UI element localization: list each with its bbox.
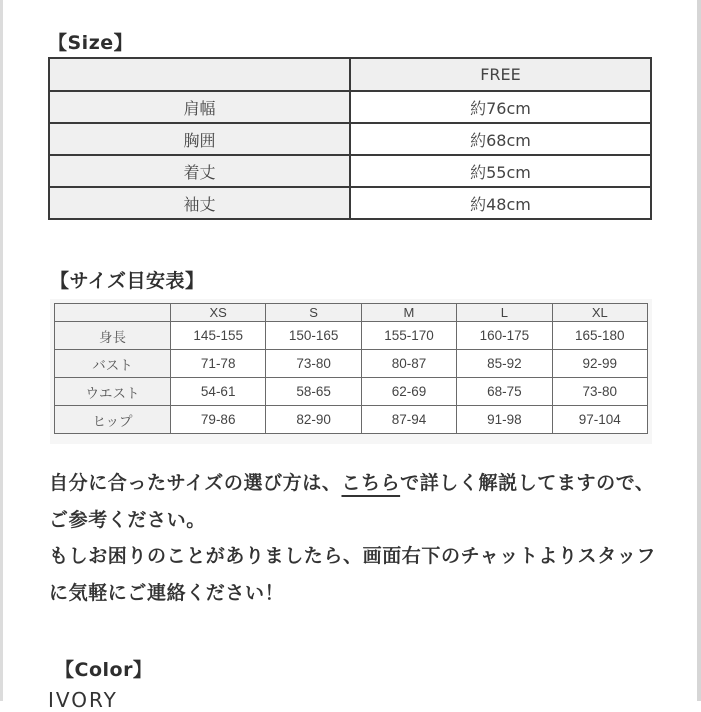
guide-header-s: S xyxy=(266,304,361,322)
guide-header-m: M xyxy=(361,304,456,322)
guide-cell: 145-155 xyxy=(171,322,266,350)
guide-cell: 58-65 xyxy=(266,378,361,406)
guide-cell: 73-80 xyxy=(266,350,361,378)
measure-value: 約48cm xyxy=(350,187,651,219)
guide-row-label: バスト xyxy=(55,350,171,378)
guide-cell: 80-87 xyxy=(361,350,456,378)
guide-header-xl: XL xyxy=(552,304,647,322)
left-edge xyxy=(0,0,3,701)
table-row xyxy=(49,187,651,219)
guide-cell: 62-69 xyxy=(361,378,456,406)
table-row xyxy=(55,322,648,350)
guide-cell: 54-61 xyxy=(171,378,266,406)
table-row xyxy=(49,155,651,187)
measure-value: 約76cm xyxy=(350,91,651,123)
measure-label: 肩幅 xyxy=(49,91,350,123)
guide-cell: 87-94 xyxy=(361,406,456,434)
measure-value: 約55cm xyxy=(350,155,651,187)
guide-cell: 150-165 xyxy=(266,322,361,350)
notice-part1: 自分に合ったサイズの選び方は、 xyxy=(49,472,342,494)
size-notice-text xyxy=(49,465,669,611)
table-row xyxy=(49,123,651,155)
color-heading: 【Color】 xyxy=(55,659,153,681)
guide-cell: 155-170 xyxy=(361,322,456,350)
measure-label: 着丈 xyxy=(49,155,350,187)
table-row xyxy=(49,91,651,123)
guide-row-label: ヒップ xyxy=(55,406,171,434)
table-row xyxy=(55,350,648,378)
guide-cell: 160-175 xyxy=(457,322,552,350)
measure-label: 袖丈 xyxy=(49,187,350,219)
guide-cell: 71-78 xyxy=(171,350,266,378)
guide-row-label: 身長 xyxy=(55,322,171,350)
size-heading: 【Size】 xyxy=(48,32,134,54)
guide-cell: 79-86 xyxy=(171,406,266,434)
guide-cell: 85-92 xyxy=(457,350,552,378)
scrollbar-track[interactable] xyxy=(697,0,701,701)
table-row xyxy=(55,378,648,406)
measure-value: 約68cm xyxy=(350,123,651,155)
guide-cell: 73-80 xyxy=(552,378,647,406)
size-table xyxy=(48,57,652,220)
size-table-header xyxy=(49,58,651,91)
guide-header-row xyxy=(55,304,648,322)
guide-cell: 97-104 xyxy=(552,406,647,434)
guide-cell: 68-75 xyxy=(457,378,552,406)
guide-header-xs: XS xyxy=(171,304,266,322)
notice-part3: もしお困りのことがありましたら、画面右下のチャットよりスタッフに気軽にご連絡ください！ xyxy=(49,545,657,604)
notice-part2: で詳しく解説してますので、ご参考ください。 xyxy=(49,472,655,531)
size-guide-link[interactable]: こちら xyxy=(341,472,401,494)
guide-row-label: ウエスト xyxy=(55,378,171,406)
measure-label: 胸囲 xyxy=(49,123,350,155)
guide-cell: 92-99 xyxy=(552,350,647,378)
guide-cell: 82-90 xyxy=(266,406,361,434)
table-row xyxy=(55,406,648,434)
guide-header-l: L xyxy=(457,304,552,322)
size-guide-heading: 【サイズ目安表】 xyxy=(50,270,205,292)
size-header-blank xyxy=(49,58,350,91)
color-ivory: IVORY xyxy=(48,688,118,712)
guide-cell: 165-180 xyxy=(552,322,647,350)
guide-cell: 91-98 xyxy=(457,406,552,434)
size-guide-table xyxy=(54,303,648,434)
guide-header-blank xyxy=(55,304,171,322)
size-header-free: FREE xyxy=(350,58,651,91)
